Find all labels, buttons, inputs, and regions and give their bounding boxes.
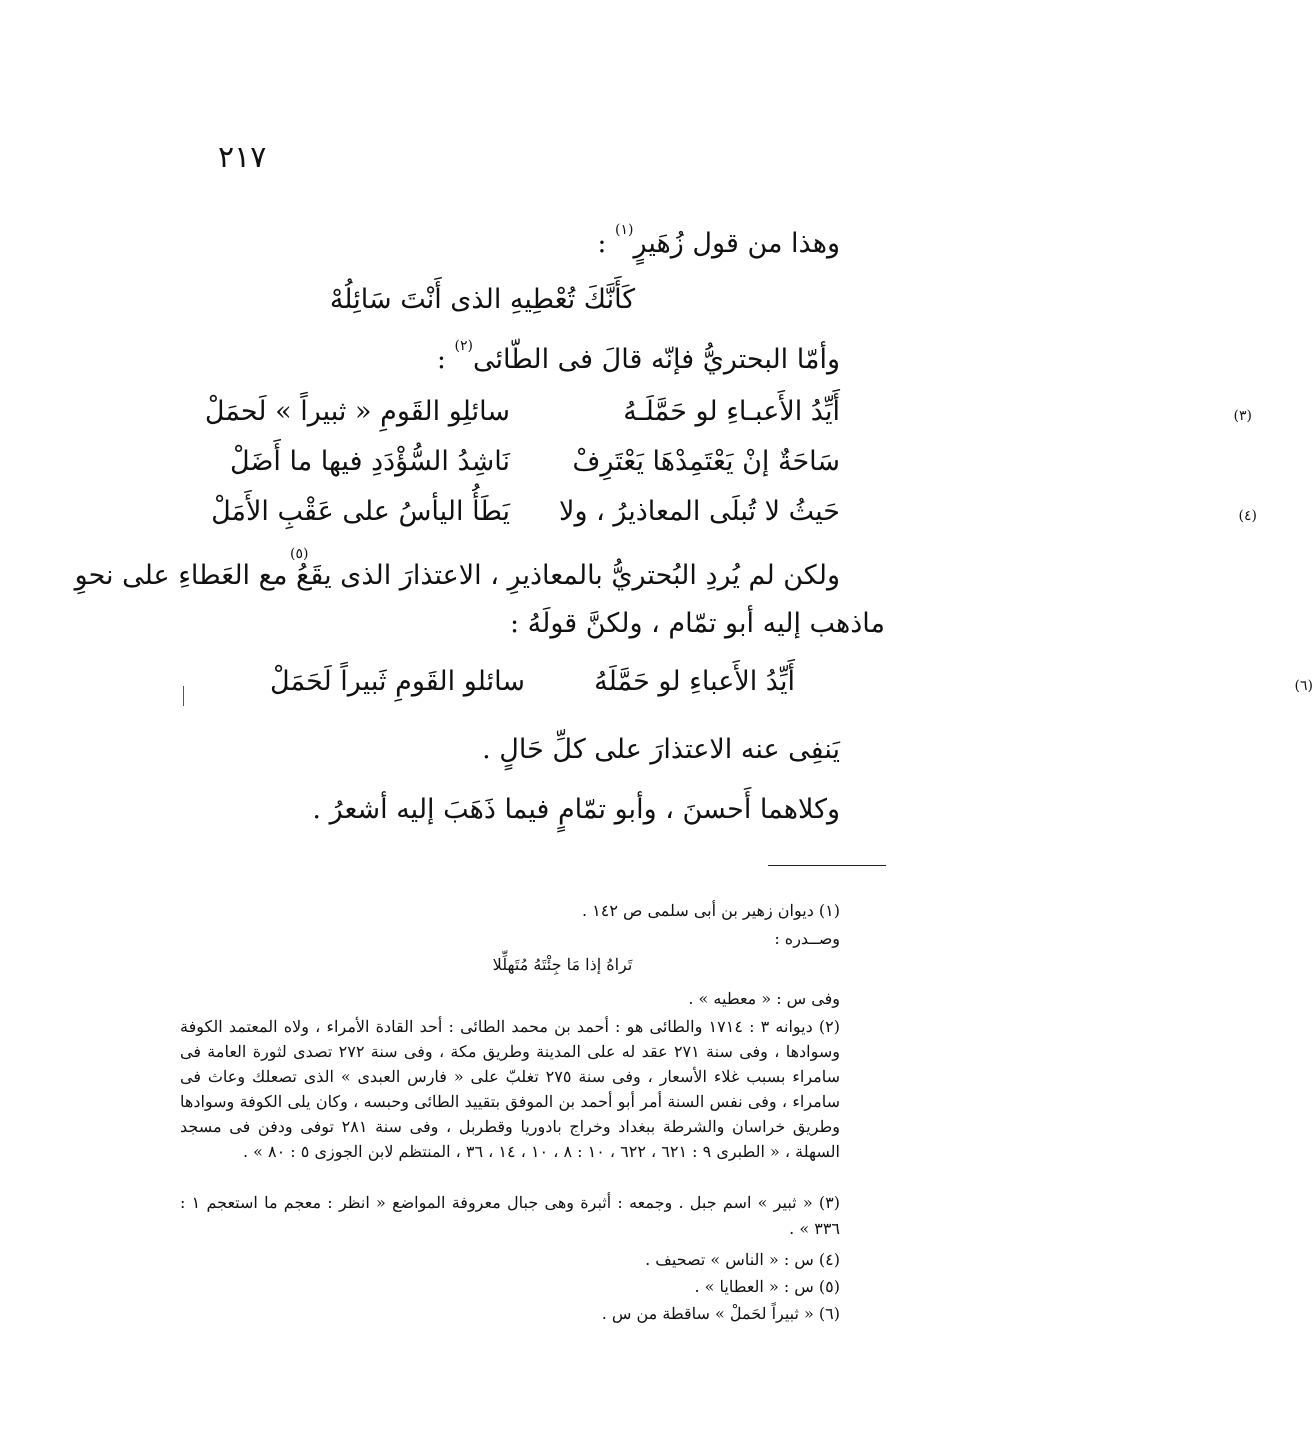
verse-4-first-hemistich: أَيِّدُ الأَعباءِ لو حَمَّلَهُ xyxy=(594,666,795,697)
footnote-ref-5: (٥) xyxy=(290,546,309,562)
margin-mark xyxy=(183,686,184,706)
footnote-ref-6: (٦) xyxy=(1294,678,1313,694)
verse-3 xyxy=(0,492,1257,532)
paragraph-line-1 xyxy=(74,556,840,596)
footnote-1-line-1: (١) ديوان زهير بن أبى سلمى ص ١٤٢ . xyxy=(582,901,840,920)
intro-zuhair-line xyxy=(160,224,840,268)
conclusion-line: وكلاهما أَحسنَ ، وأبو تمّامٍ فيما ذَهَبَ إليه أشعرُ . xyxy=(312,794,840,825)
page-number: ٢١٧ xyxy=(218,140,267,175)
verse-1-second-hemistich xyxy=(205,392,510,432)
footnote-ref-4: (٤) xyxy=(1238,508,1257,524)
verse-2-first-hemistich: سَاحَةٌ إنْ يَعْتَمِدْهَا يَعْتَرِفْ xyxy=(572,446,840,477)
verse-3-first-hemistich: حَيثُ لا تُبلَى المعاذيرُ ، ولا xyxy=(559,496,840,527)
intro-zuhair-text: وهذا من قول زُهَيرٍ xyxy=(633,228,840,259)
verse-2-second-hemistich: نَاشِدُ السُّؤْدَدِ فيها ما أَضَلْ xyxy=(230,446,510,477)
paragraph-line-1-text: ولكن لم يُردِ البُحتريُّ بالمعاذيرِ ، الاعتذارَ الذى يقَعُ مع العَطاءِ على نحوِ xyxy=(74,560,840,591)
verse-3-second-hemistich: يَطَأُ اليأسُ على عَقْبِ الأَمَلْ xyxy=(211,496,510,527)
verse-1 xyxy=(0,392,1252,432)
buhturi-intro-text: وأمّا البحتريُّ فإنّه قالَ فى الطّائى xyxy=(472,344,840,375)
verse-4-second-hemistich: سائلو القَومِ ثَبيراً لَحَمَلْ xyxy=(270,666,525,697)
verse-2 xyxy=(0,442,1005,482)
footnote-4: (٤) س : « الناس » تصحيف . xyxy=(645,1250,840,1269)
footnote-1-line-3: وفى س : « معطيه » . xyxy=(688,989,840,1008)
zuhair-verse: كَأَنَّكَ تُعْطِيهِ الذى أَنْتَ سَائِلُهْ xyxy=(329,284,636,315)
buhturi-intro-colon: : xyxy=(436,344,455,375)
footnote-1-verse: تَراهُ إذا مَا جِئْتَهُ مُتَهلِّلا xyxy=(492,955,633,974)
verse-1-first-hemistich: أَيِّدُ الأَعبـاءِ لو حَمَّلَـهُ xyxy=(623,396,840,427)
footnote-3: (٣) « ثبير » اسم جبل . وجمعه : أثبرة وهى جبال معروفة المواضع « انظر : معجم ما استعجم ١ : ٣٣٦ » . xyxy=(180,1193,840,1238)
footnote-divider xyxy=(768,865,886,866)
footnote-ref-2: (٢) xyxy=(454,338,473,354)
negation-line: يَنفِى عنه الاعتذارَ على كلِّ حَالٍ . xyxy=(482,734,840,765)
verse-4 xyxy=(0,662,1313,702)
verse-1-second-text: سائلِو القَومِ « ثبيراً » لَحمَلْ xyxy=(204,396,510,427)
footnote-6: (٦) « ثبيراً لحَملْ » ساقطة من س . xyxy=(601,1304,840,1323)
intro-zuhair-colon: : xyxy=(597,228,616,259)
paragraph-line-2: ماذهب إليه أبو تمّام ، ولكنَّ قولَهُ : xyxy=(509,608,885,639)
footnote-5: (٥) س : « العطايا » . xyxy=(694,1277,840,1296)
buhturi-intro-line xyxy=(160,340,840,384)
footnote-ref-1: (١) xyxy=(615,222,634,238)
footnote-1-line-2: وصــدره : xyxy=(774,929,840,948)
footnote-2: (٢) ديوانه ٣ : ١٧١٤ والطائى هو : أحمد بن محمد الطائى : أحد القادة الأمراء ، ولاه المعتمد الكوفة وسوادها ، وفى سنة ٢٧١ عقد له على المدينة وطريق مكة ، وفى سنة ٢٧٢ تصدى لثورة العامة فى سامراء بسبب غلاء الأسعار ، وفى سنة ٢٧٥ تغلبّ على « فارس العبدى » الذى تصعلك وعاث فى سامراء ، وفى نفس السنة أمر أبو أحمد بن الموفق بتقييد الطائى وحبسه ، وكان يلى الكوفة وسوادها وطريق خراسان والشرطة ببغداد وخراج بادوريا وقطربل ، وفى سنة ٢٨١ توفى ودفن فى مسجد السهلة ، « الطبرى ٩ : ٦٢١ ، ٦٢٢ ، ١٠ : ٨ ، ١٠ ، ١٤ ، ٣٦ ، المنتظم لابن الجوزى ٥ : ٨٠ » . xyxy=(180,1017,841,1161)
footnote-ref-3: (٣) xyxy=(1233,408,1252,424)
